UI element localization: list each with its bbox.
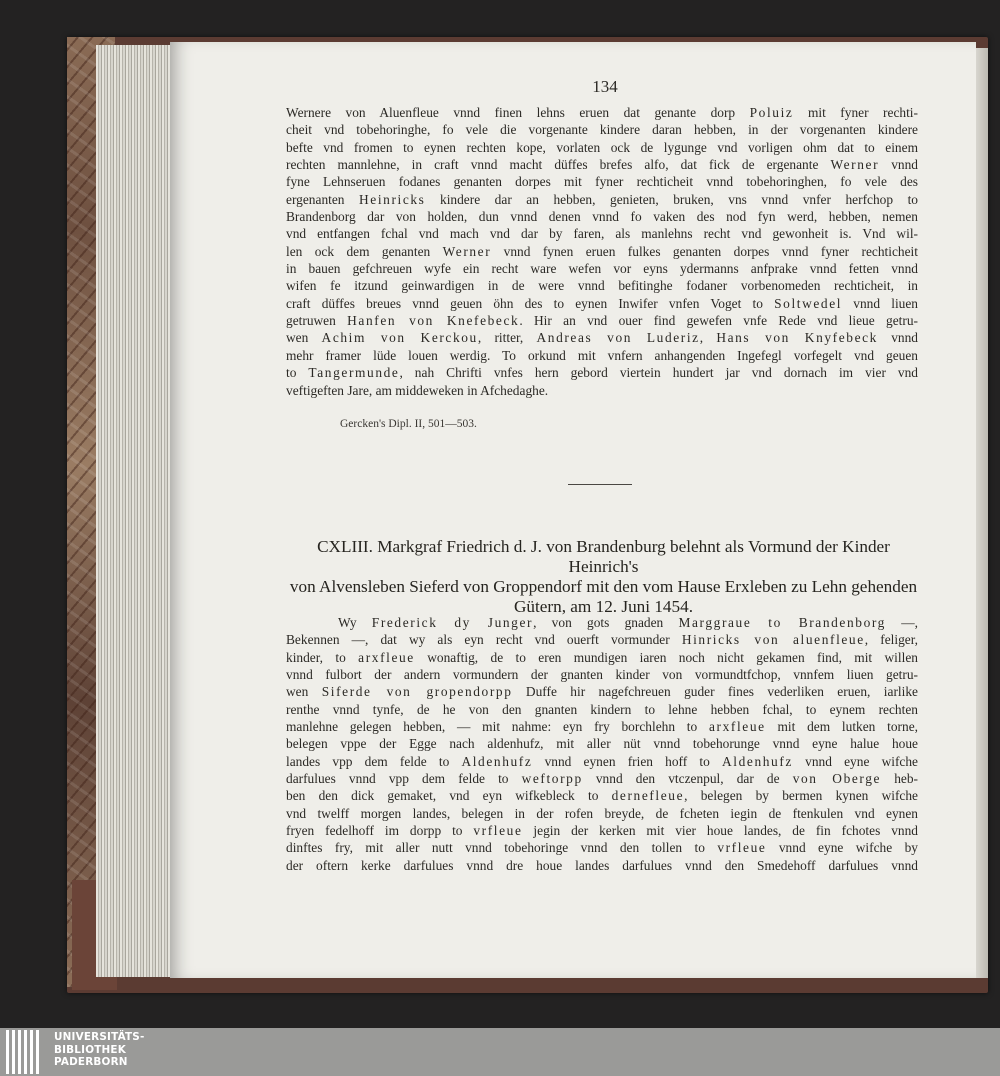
text-segment: vnnd fulbort der andern vormundern der gnanten kinder von vormundtfchop, vnnfem liuen getru- [286, 667, 918, 683]
spaced-name: Siferde von gropendorpp [321, 684, 513, 700]
text-segment: len ock dem genanten [286, 243, 443, 259]
text-segment: wen [286, 330, 322, 346]
text-line [286, 735, 918, 752]
text-segment: getruwen [286, 313, 348, 329]
heading-line: von Alvensleben Sieferd von Groppendorf mit den vom Hause Erxleben zu Lehn gehenden [289, 577, 918, 596]
spaced-name: vrfleue [717, 840, 767, 856]
spaced-name: Aldenhufz [722, 753, 793, 769]
library-logo-icon [6, 1030, 44, 1074]
spaced-name: Soltwedel [774, 295, 843, 311]
text-line [286, 139, 918, 156]
text-segment: Brandenborg dar von holden, dun vnnd denen vnnd fo vaken des nod fyn werd, hebben, nemen [286, 209, 918, 225]
text-line [286, 770, 918, 787]
text-line [286, 364, 918, 381]
text-segment: , feliger, [864, 632, 918, 648]
text-segment: , ritter, [477, 330, 537, 346]
text-segment: wifen fe itzund geinwardigen in de were vnnd befitinghe fodaner vorbenomeden rechticheit, in [286, 278, 918, 294]
text-segment: vnd entfangen fchal vnd mach vnd dar by faren, als manlehns recht vnd gewonheit is. Vnd wil- [286, 226, 918, 242]
text-line [286, 329, 918, 346]
text-segment: renthe vnnd tynfe, de he von den gnanten kindern to lehne hebben fchal, to eynem rechten [286, 701, 918, 717]
text-line [286, 277, 918, 294]
text-line [286, 173, 918, 190]
text-segment: wonaftig, de to eren mundigen iaren noch nicht gekamen find, mit willen [414, 649, 918, 665]
text-segment: in bauen gefchreuen wyfe ein recht ware wefen vor eyns ydermanns anfprake vnnd fetten vnnd [286, 261, 918, 277]
text-line [286, 225, 918, 242]
spaced-name: Poluiz [749, 105, 794, 120]
library-name-line: BIBLIOTHEK [54, 1043, 126, 1056]
spaced-name: dernefleue [611, 788, 685, 804]
text-segment: Bekennen —, dat wy als eyn recht vnd ouerft vormunder [286, 632, 682, 648]
text-segment: vnnd den vtczenpul, dar de [582, 771, 793, 787]
text-segment: Wy [338, 615, 372, 630]
text-segment: kinder, to [286, 649, 359, 665]
text-segment: , von gots gnaden [533, 615, 679, 630]
text-line [286, 822, 918, 839]
library-footer [0, 1028, 1000, 1076]
text-segment: —, [885, 615, 918, 630]
spaced-name: arxfleue [358, 649, 415, 665]
text-segment: Wernere von Aluenfleue vnnd finen lehns eruen dat genante dorp [286, 105, 750, 120]
document-paragraph-1 [286, 104, 918, 399]
text-segment: befte vnd fromen to eynen rechten kope, vorlaten ock de lygunge vnd vorligen ohm dat to einem [286, 139, 918, 155]
text-segment: landes vpp dem felde to [286, 753, 462, 769]
text-line [286, 243, 918, 260]
text-segment: ben den dick gemaket, vnd eyn wifkebleck to [286, 788, 612, 804]
text-segment: to [286, 365, 309, 381]
heading-line: CXLIII. Markgraf Friedrich d. J. von Brandenburg belehnt als Vormund der Kinder Heinrich's [317, 537, 890, 576]
spaced-name: Andreas von Luderiz [536, 330, 700, 346]
spaced-name: Hans von Knyfebeck [716, 330, 878, 346]
text-segment: kindere dar an hebben, genieten, bruken, vns vnnd vnfer herfchop to [425, 191, 918, 207]
spaced-name: arxfleue [709, 719, 766, 735]
text-line [286, 701, 918, 718]
text-segment: vnnd liuen [842, 295, 918, 311]
text-segment: mehr framer lüde louen werdig. To orkund mit vnfern anhangenden Ingefegl vorfegelt vnd geuen [286, 347, 918, 363]
spaced-name: Frederick dy Junger [371, 615, 534, 630]
spaced-name: Werner [830, 157, 880, 173]
text-line [286, 787, 918, 804]
spaced-name: Marggraue to Brandenborg [678, 615, 886, 630]
text-segment: Duffe hir nagefchreuen guder fines vederliken eruen, iarlike [512, 684, 918, 700]
text-line [286, 191, 918, 208]
spaced-name: Aldenhufz [461, 753, 533, 769]
text-segment: manlehne gelegen hebben, — mit nahme: eyn fry borchlehn to [286, 719, 709, 735]
spaced-name: Heinricks [359, 191, 426, 207]
text-segment: fryen fedelhoff im dorpp to [286, 823, 474, 839]
text-segment: cheit vnd tobehoringhe, fo vele die vorgenante kindere daran hebben, in der vorgenanten kindere [286, 122, 918, 138]
text-segment: . Hir an vnd ouer find gewefen vnfe Rede vnd lieue getru- [519, 313, 918, 329]
text-segment: fyne Lehnseruen fodanes genanten dorpes mit fyner rechticheit vnnd tobehoringhen, fo vele des [286, 174, 918, 190]
text-line [286, 631, 918, 648]
text-segment: craft düffes breues vnnd geuen öhn des to eynen Inwifer vnfen Voget to [286, 295, 775, 311]
text-segment: , [699, 330, 717, 346]
text-segment: vnnd fynen eruen fulkes genanten dorpes vnnd fyner rechticheit [491, 243, 918, 259]
text-line [286, 382, 918, 399]
text-line [286, 614, 918, 631]
text-segment: der oftern kerke darfulues vnnd dre houe landes darfulues vnnd den Smedehoff darfulues vnnd [286, 857, 918, 873]
spaced-name: Hanfen von Knefebeck [347, 313, 520, 329]
spaced-name: Tangermunde [308, 365, 400, 381]
text-line [286, 666, 918, 683]
text-segment: wen [286, 684, 322, 700]
text-line [286, 260, 918, 277]
text-line [286, 649, 918, 666]
text-segment: veftigeften Jare, am middeweken in Afchedaghe. [286, 382, 549, 398]
text-segment: mit dem lutken torne, [765, 719, 919, 735]
text-segment: vnd twelff morgen landes, belegen in der rofen breyde, de fcheten iegin de ftenkulen vnd eynen [286, 805, 918, 821]
page-edges [96, 45, 176, 977]
text-line [286, 121, 918, 138]
text-segment: , belegen by bermen kynen wifche [684, 788, 918, 804]
spaced-name: vrfleue [473, 823, 523, 839]
library-name [54, 1031, 145, 1069]
text-line [286, 156, 918, 173]
section-heading [287, 537, 920, 617]
spaced-name: weftorpp [521, 771, 583, 787]
text-segment: , nah Chrifti vnfes hern gebord viertein hundert jar vnd dornach im vier vnd [399, 365, 918, 381]
text-segment: belegen vppe der Egge nach aldenhufz, mit aller nüt vnnd tobehorunge vnnd eyne halue houe [286, 736, 918, 752]
text-segment: mit fyner rechti- [793, 105, 918, 120]
text-line [286, 104, 918, 121]
text-line [286, 718, 918, 735]
text-segment: vnnd [877, 330, 918, 346]
spaced-name: Werner [442, 243, 492, 259]
text-segment: jegin der kerken mit vier houe landes, de fin fchotes vnnd [522, 823, 918, 839]
library-name-line: PADERBORN [54, 1056, 128, 1069]
text-segment: vnnd eyne wifche by [766, 840, 918, 856]
text-segment: vnnd [879, 157, 918, 173]
text-segment: ergenanten [286, 191, 360, 207]
text-line [286, 839, 918, 856]
spaced-name: von Oberge [792, 771, 882, 787]
text-line [286, 347, 918, 364]
text-line [286, 312, 918, 329]
spaced-name: Hinricks von aluenfleue [681, 632, 865, 648]
heading-line: Gütern, am 12. Juni 1454. [513, 597, 694, 616]
text-segment: darfulues vnnd vpp dem felde to [286, 771, 522, 787]
section-divider [568, 484, 632, 485]
text-line [286, 208, 918, 225]
citation: Gercken's Dipl. II, 501—503. [340, 418, 477, 430]
text-segment: vnnd eynen frien hoff to [532, 753, 723, 769]
text-segment: vnnd eyne wifche [792, 753, 919, 769]
text-line [286, 295, 918, 312]
right-page-edges [976, 48, 988, 978]
text-segment: dinftes fry, mit aller nutt vnnd tobehoringe vnnd den tollen to [286, 840, 718, 856]
text-line [286, 683, 918, 700]
document-paragraph-2 [286, 614, 918, 874]
text-segment: heb- [881, 771, 918, 787]
page-number: 134 [592, 77, 618, 96]
text-line [286, 857, 918, 874]
text-line [286, 753, 918, 770]
text-segment: rechten mannlehne, in craft vnnd macht düffes brefes alfo, dat fick de ergenante [286, 157, 831, 173]
spaced-name: Achim von Kerckou [321, 330, 478, 346]
library-name-line: UNIVERSITÄTS- [54, 1031, 145, 1043]
text-line [286, 805, 918, 822]
